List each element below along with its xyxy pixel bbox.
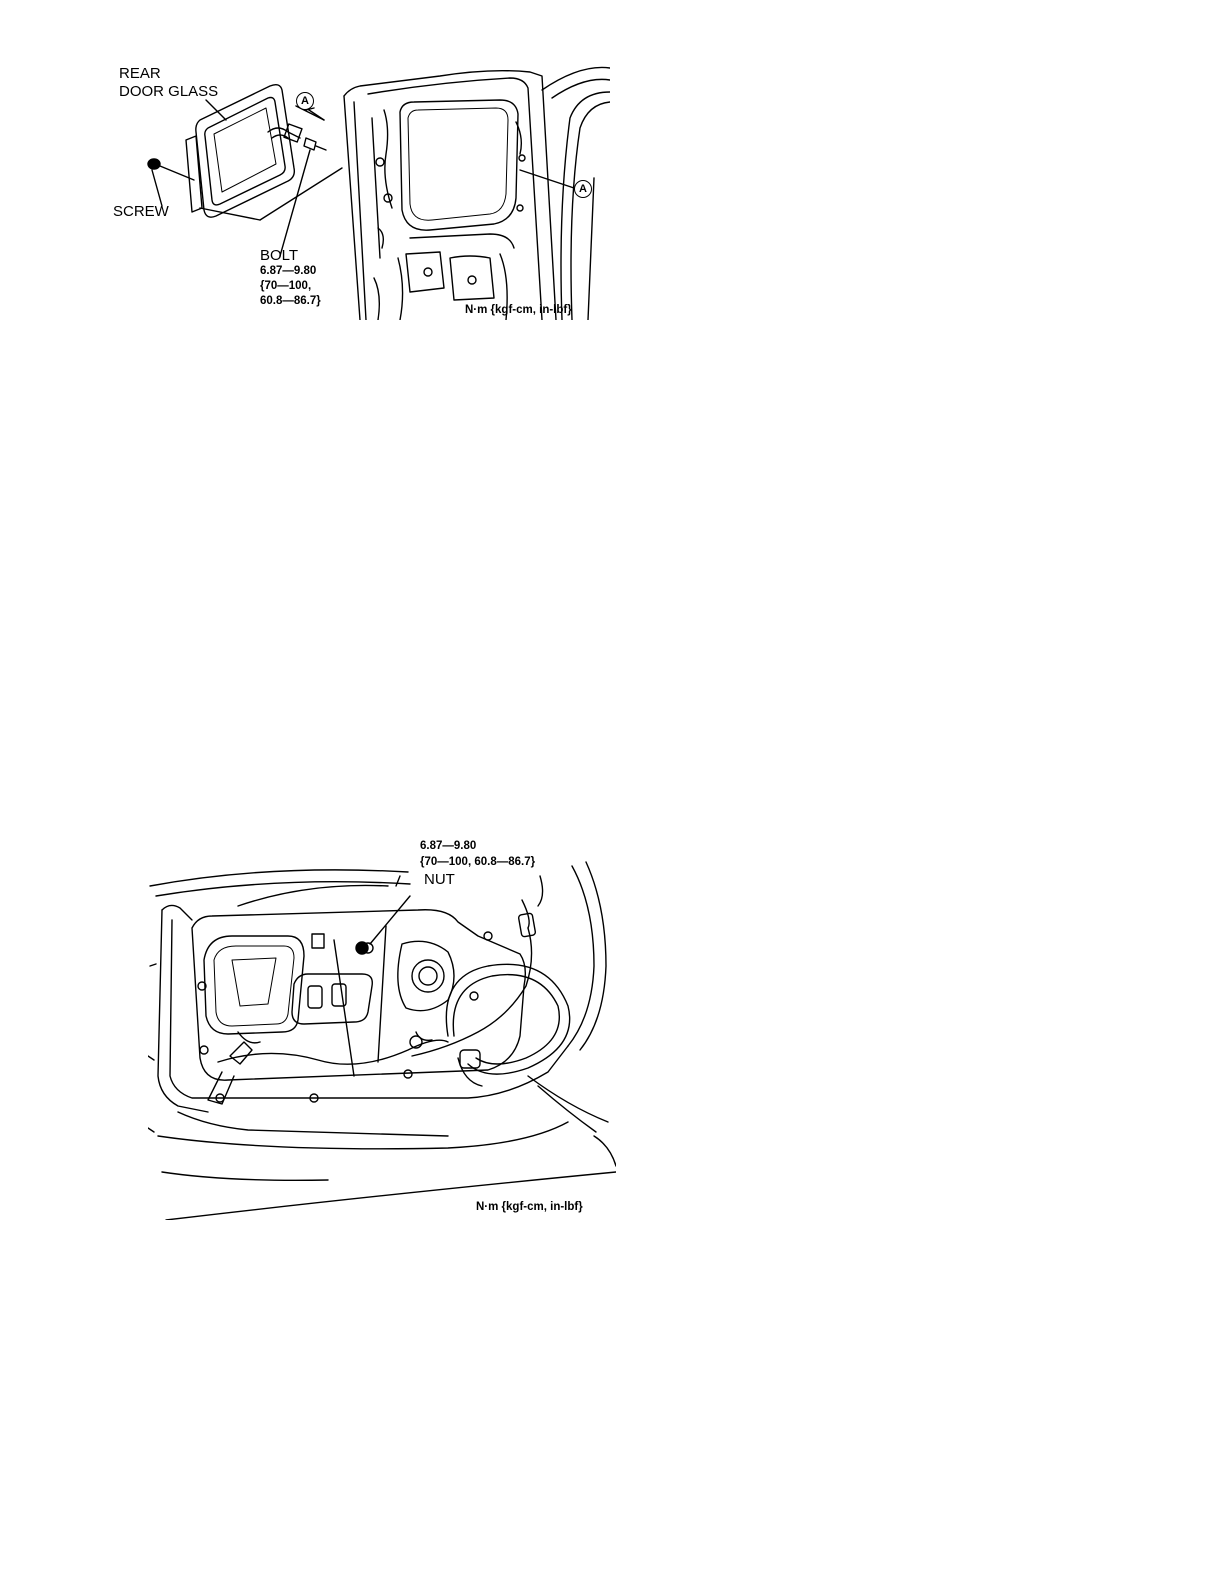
callout-a-glass: A — [296, 92, 314, 110]
label-bolt: BOLT — [260, 247, 299, 264]
units-label: N·m {kgf-cm, in-lbf} — [465, 304, 572, 316]
label-screw: SCREW — [113, 203, 169, 220]
nut-torque-kgfcm-inlbf: {70—100, 60.8—86.7} — [420, 856, 536, 868]
bolt-torque-kgfcm: {70—100, — [260, 280, 312, 292]
units-label: N·m {kgf-cm, in-lbf} — [476, 1201, 583, 1213]
bolt-torque-nm: 6.87—9.80 — [260, 265, 317, 277]
bolt-torque-inlbf: 60.8—86.7} — [260, 295, 321, 307]
front-door-illustration — [148, 836, 616, 1220]
label-door-glass: DOOR GLASS — [119, 83, 219, 100]
nut-torque-nm: 6.87—9.80 — [420, 840, 477, 852]
front-door-regulator-diagram — [148, 836, 616, 1220]
callout-a-door: A — [574, 180, 592, 198]
label-rear: REAR — [119, 65, 161, 82]
label-nut: NUT — [424, 871, 455, 888]
rear-door-glass-diagram — [110, 58, 610, 320]
